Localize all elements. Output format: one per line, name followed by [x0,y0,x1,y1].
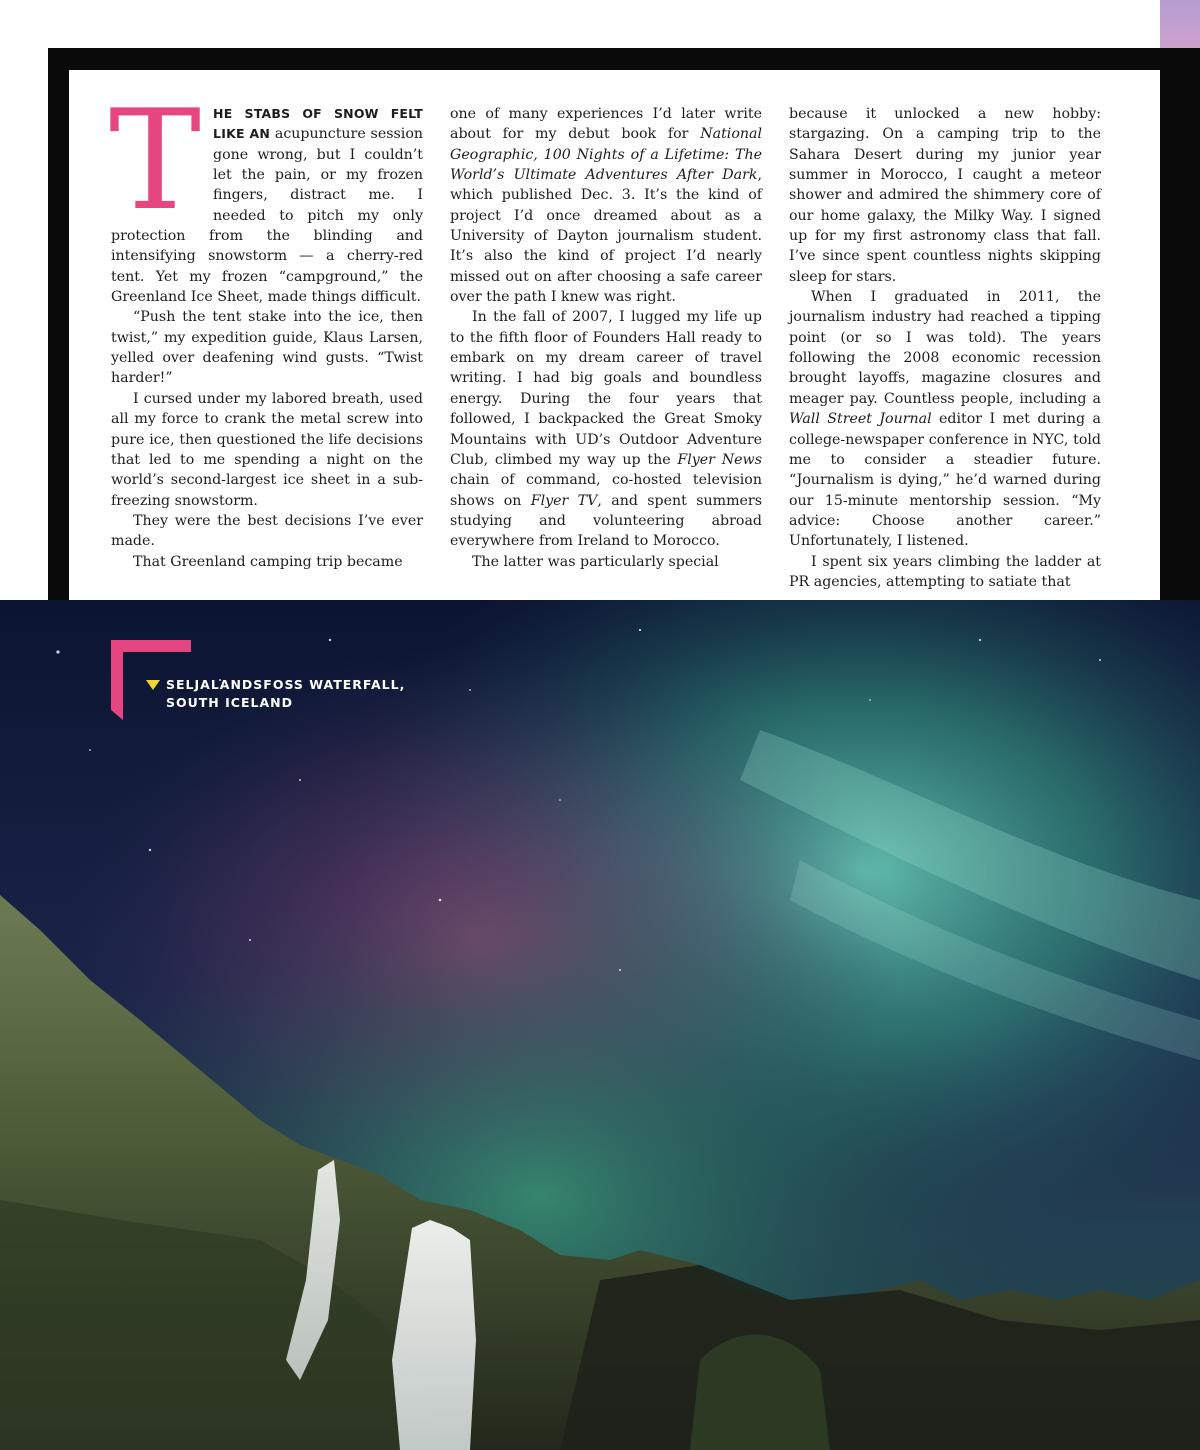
drop-cap: T [109,80,202,241]
photo-illustration [0,600,1200,1450]
paragraph-text: , and spent summers studying and volunteering abroad everywhere from Ireland to Morocco. [450,492,762,550]
paragraph: because it unlocked a new hobby: stargazing. On a camping trip to the Sahara Desert during my junior year summer in Morocco, I caught a meteor shower and admired the shimmery core of our home galaxy, the Milky Way. I signed up for my first astronomy class that fall. I’ve since spent countless nights skipping sleep for stars. [789,106,1101,285]
paragraph [450,104,762,307]
paragraph-text: , which published Dec. 3. It’s the kind of project I’d once dreamed about as a University of Dayton journalism student. It’s also the kind of project I’d nearly missed out on after choosing a safe career over the path I knew was right. [450,167,762,306]
publication-name: Flyer News [677,451,762,468]
lead-in: HE STABS OF SNOW FELT LIKE AN [213,106,423,142]
paragraph [450,307,762,551]
publication-name: Flyer TV [530,492,598,509]
article-column-3 [789,104,1101,592]
caption-line-1: SELJALANDSFOSS WATERFALL, [166,677,406,692]
paragraph [789,287,1101,551]
paragraph: I spent six years climbing the ladder at PR agencies, attempting to satiate that [789,553,1101,590]
paragraph: That Greenland camping trip became [133,553,403,570]
paragraph: I cursed under my labored breath, used all my force to crank the metal screw into pure ice, then questioned the life decisions that led to me spending a night on the world’s second-largest ice sheet in a sub-freezing snowstorm. [111,390,423,509]
paragraph: The latter was particularly special [472,553,719,570]
paragraph-opening [109,80,423,307]
article-column-2 [450,104,762,572]
publication-name: Wall Street Journal [789,411,932,428]
paragraph-text: chain of command, co-hosted television shows on [450,472,762,509]
article-text-panel [69,70,1160,600]
book-title: National Geographic, 100 Nights of a Lifetime: The World’s Ultimate Adventures After Dark [450,126,762,184]
aurora-waterfall-photo [0,600,1200,1450]
paragraph-text: acupuncture session gone wrong, but I couldn’t let the pain, or my frozen fingers, distract me. I needed to pitch my only protection from the blinding and intensifying snowstorm — a cherry-red tent. Yet my frozen “campground,” the Greenland Ice Sheet, made things difficult. [111,126,423,306]
caption-line-2: SOUTH ICELAND [166,695,293,710]
paragraph: They were the best decisions I’ve ever made. [111,512,423,550]
paragraph: “Push the tent stake into the ice, then twist,” my expedition guide, Klaus Larsen, yelled over deafening wind gusts. “Twist harder!” [111,309,423,387]
photo-caption [148,676,405,712]
paragraph-text: When I graduated in 2011, the journalism industry had reached a tipping point (or so I was told). The years following the 2008 economic recession brought layoffs, magazine closures and meager pay. Countless people, including a [789,289,1101,407]
article-column-1 [109,80,423,572]
paragraph-text: one of many experiences I’d later write about for my debut book for [450,106,762,143]
paragraph-text: In the fall of 2007, I lugged my life up to the fifth floor of Founders Hall ready to embark on my dream career of travel writing. I had big goals and boundless energy. During the four years that followed, I backpacked the Great Smoky Mountains with UD’s Outdoor Adventure Club, climbed my way up the [450,309,762,468]
paragraph-text: editor I met during a college-newspaper conference in NYC, told me to consider a steadier future. “Journalism is dying,” he’d warned during our 15-minute mentorship session. “My advice: Choose another career.” Unfortunately, I listened. [789,411,1101,550]
